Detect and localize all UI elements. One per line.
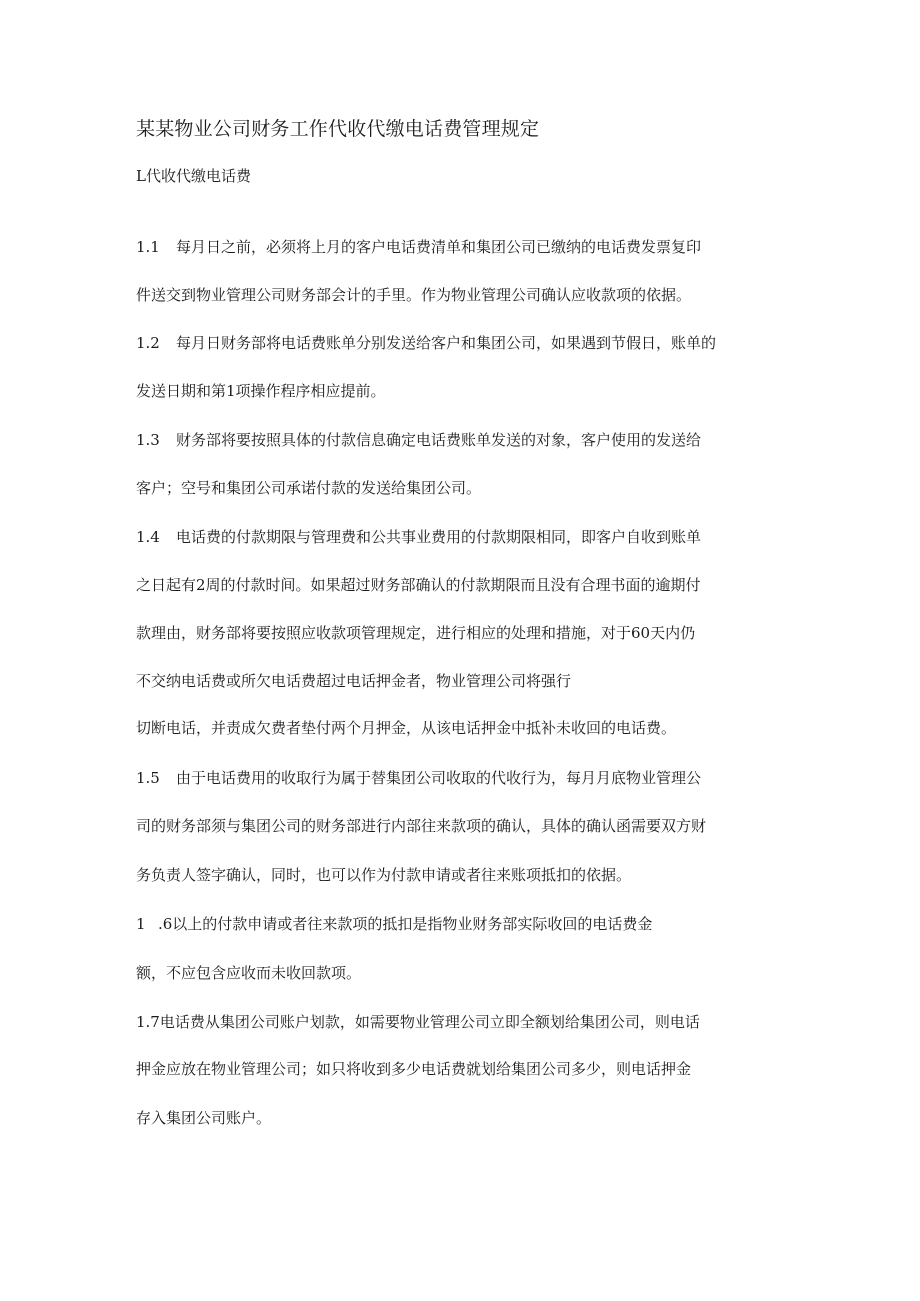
paragraph-number: 1.1 — [136, 238, 160, 256]
paragraph-1-3-line-1 — [136, 429, 701, 451]
paragraph-text: 每月日之前，必须将上月的客户电话费清单和集团公司已缴纳的电话费发票复印 — [176, 238, 702, 256]
paragraph-1-3-line-2: 客户；空号和集团公司承诺付款的发送给集团公司。 — [136, 479, 482, 497]
paragraph-1-7-line-3: 存入集团公司账户。 — [136, 1109, 272, 1127]
paragraph-1-4-line-4: 不交纳电话费或所欠电话费超过电话押金者，物业管理公司将强行 — [136, 672, 572, 690]
paragraph-1-7-line-1 — [136, 1011, 700, 1033]
paragraph-1-2-line-2: 发送日期和第1项操作程序相应提前。 — [136, 382, 386, 400]
paragraph-number: 1.3 — [136, 431, 160, 449]
paragraph-1-5-line-1 — [136, 767, 701, 789]
section-heading: L代收代缴电话费 — [136, 167, 251, 185]
paragraph-text: 由于电话费用的收取行为属于替集团公司收取的代收行为，每月月底物业管理公 — [176, 769, 702, 787]
paragraph-number: 1.7 — [136, 1013, 160, 1031]
paragraph-1-4-line-3: 款理由，财务部将要按照应收款项管理规定，进行相应的处理和措施，对于60天内仍 — [136, 624, 696, 642]
paragraph-text: 财务部将要按照具体的付款信息确定电话费账单发送的对象，客户使用的发送给 — [176, 431, 702, 449]
paragraph-1-2-line-1 — [136, 332, 716, 354]
paragraph-1-5-line-3: 务负责人签字确认，同时，也可以作为付款申请或者往来账项抵扣的依据。 — [136, 866, 632, 884]
paragraph-1-4-line-5: 切断电话，并责成欠费者垫付两个月押金，从该电话押金中抵补未收回的电话费。 — [136, 719, 677, 737]
paragraph-1-7-line-2: 押金应放在物业管理公司；如只将收到多少电话费就划给集团公司多少，则电话押金 — [136, 1060, 692, 1078]
paragraph-1-1-line-1 — [136, 236, 701, 258]
paragraph-1-6-line-1 — [136, 913, 652, 935]
paragraph-text: .6以上的付款申请或者往来款项的抵扣是指物业财务部实际收回的电话费金 — [158, 915, 653, 933]
paragraph-number: 1 — [136, 915, 146, 933]
paragraph-number: 1.4 — [136, 528, 160, 546]
document-title: 某某物业公司财务工作代收代缴电话费管理规定 — [136, 118, 540, 140]
paragraph-text: 每月日财务部将电话费账单分别发送给客户和集团公司，如果遇到节假日，账单的 — [176, 334, 717, 352]
paragraph-1-4-line-1 — [136, 526, 701, 548]
paragraph-1-6-line-2: 额，不应包含应收而未收回款项。 — [136, 964, 362, 982]
paragraph-number: 1.5 — [136, 769, 160, 787]
paragraph-text: 电话费的付款期限与管理费和公共事业费用的付款期限相同，即客户自收到账单 — [176, 528, 702, 546]
paragraph-1-5-line-2: 司的财务部须与集团公司的财务部进行内部往来款项的确认，具体的确认函需要双方财 — [136, 817, 707, 835]
paragraph-text: 电话费从集团公司账户划款，如需要物业管理公司立即全额划给集团公司，则电话 — [159, 1013, 700, 1031]
paragraph-1-4-line-2: 之日起有2周的付款时间。如果超过财务部确认的付款期限而且没有合理书面的逾期付 — [136, 576, 701, 594]
paragraph-1-1-line-2: 件送交到物业管理公司财务部会计的手里。作为物业管理公司确认应收款项的依据。 — [136, 286, 692, 304]
paragraph-number: 1.2 — [136, 334, 160, 352]
